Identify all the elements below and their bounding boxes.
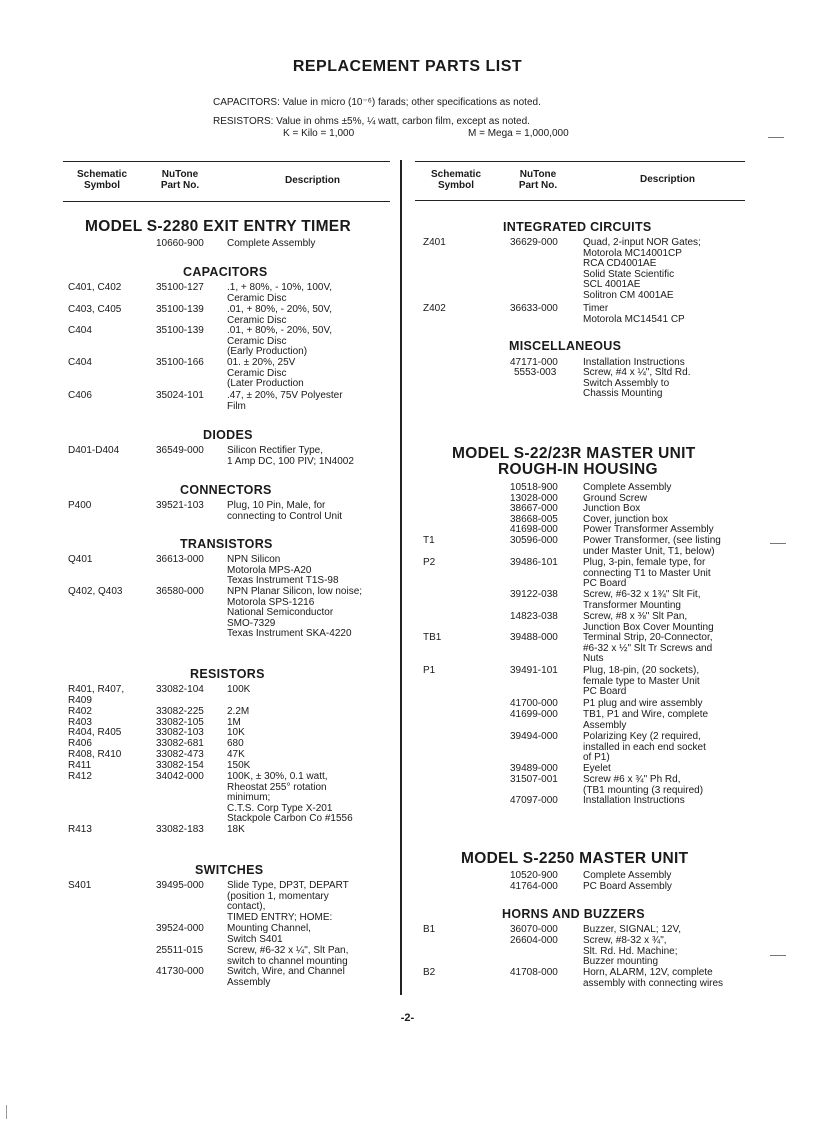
- model-s2280-heading: MODEL S-2280 EXIT ENTRY TIMER: [85, 218, 351, 235]
- transistors-heading: TRANSISTORS: [180, 537, 273, 551]
- left-header-description: Description: [284, 175, 340, 186]
- integrated-circuits-heading: INTEGRATED CIRCUITS: [503, 220, 652, 234]
- model-s22-heading: MODEL S-22/23R MASTER UNIT: [452, 445, 696, 462]
- scan-mark: [6, 1105, 7, 1119]
- left-header-schematic: Schematic Symbol: [76, 169, 128, 191]
- connectors-heading: CONNECTORS: [180, 483, 272, 497]
- scan-mark: [768, 137, 784, 138]
- resistor-note: RESISTORS: Value in ohms ±5%, ¼ watt, carbon film, except as noted.: [213, 116, 530, 127]
- horns-buzzers-heading: HORNS AND BUZZERS: [502, 907, 645, 921]
- switches-heading: SWITCHES: [195, 863, 264, 877]
- miscellaneous-heading: MISCELLANEOUS: [509, 339, 622, 353]
- model-s2250-heading: MODEL S-2250 MASTER UNIT: [461, 850, 689, 867]
- right-header-description: Description: [639, 174, 695, 185]
- kilo-note: K = Kilo = 1,000: [283, 128, 355, 139]
- left-header-bottom-rule: [63, 201, 390, 202]
- left-header-top-rule: [63, 161, 390, 162]
- capacitors-heading: CAPACITORS: [183, 265, 268, 279]
- right-header-bottom-rule: [415, 200, 745, 201]
- column-divider: [400, 160, 402, 995]
- page-title: REPLACEMENT PARTS LIST: [292, 58, 523, 75]
- right-header-part: NuTone Part No.: [518, 169, 558, 191]
- mega-note: M = Mega = 1,000,000: [468, 128, 569, 139]
- resistors-heading: RESISTORS: [190, 667, 265, 681]
- right-header-top-rule: [415, 161, 745, 162]
- scan-mark: [770, 543, 786, 544]
- diodes-heading: DIODES: [203, 428, 253, 442]
- left-header-part: NuTone Part No.: [160, 169, 200, 191]
- right-header-schematic: Schematic Symbol: [430, 169, 482, 191]
- scan-mark: [770, 955, 786, 956]
- page-number: -2-: [400, 1012, 415, 1024]
- rough-in-housing-heading: ROUGH-IN HOUSING: [498, 461, 658, 478]
- capacitor-note: CAPACITORS: Value in micro (10⁻⁶) farads; other specifications as noted.: [213, 97, 541, 108]
